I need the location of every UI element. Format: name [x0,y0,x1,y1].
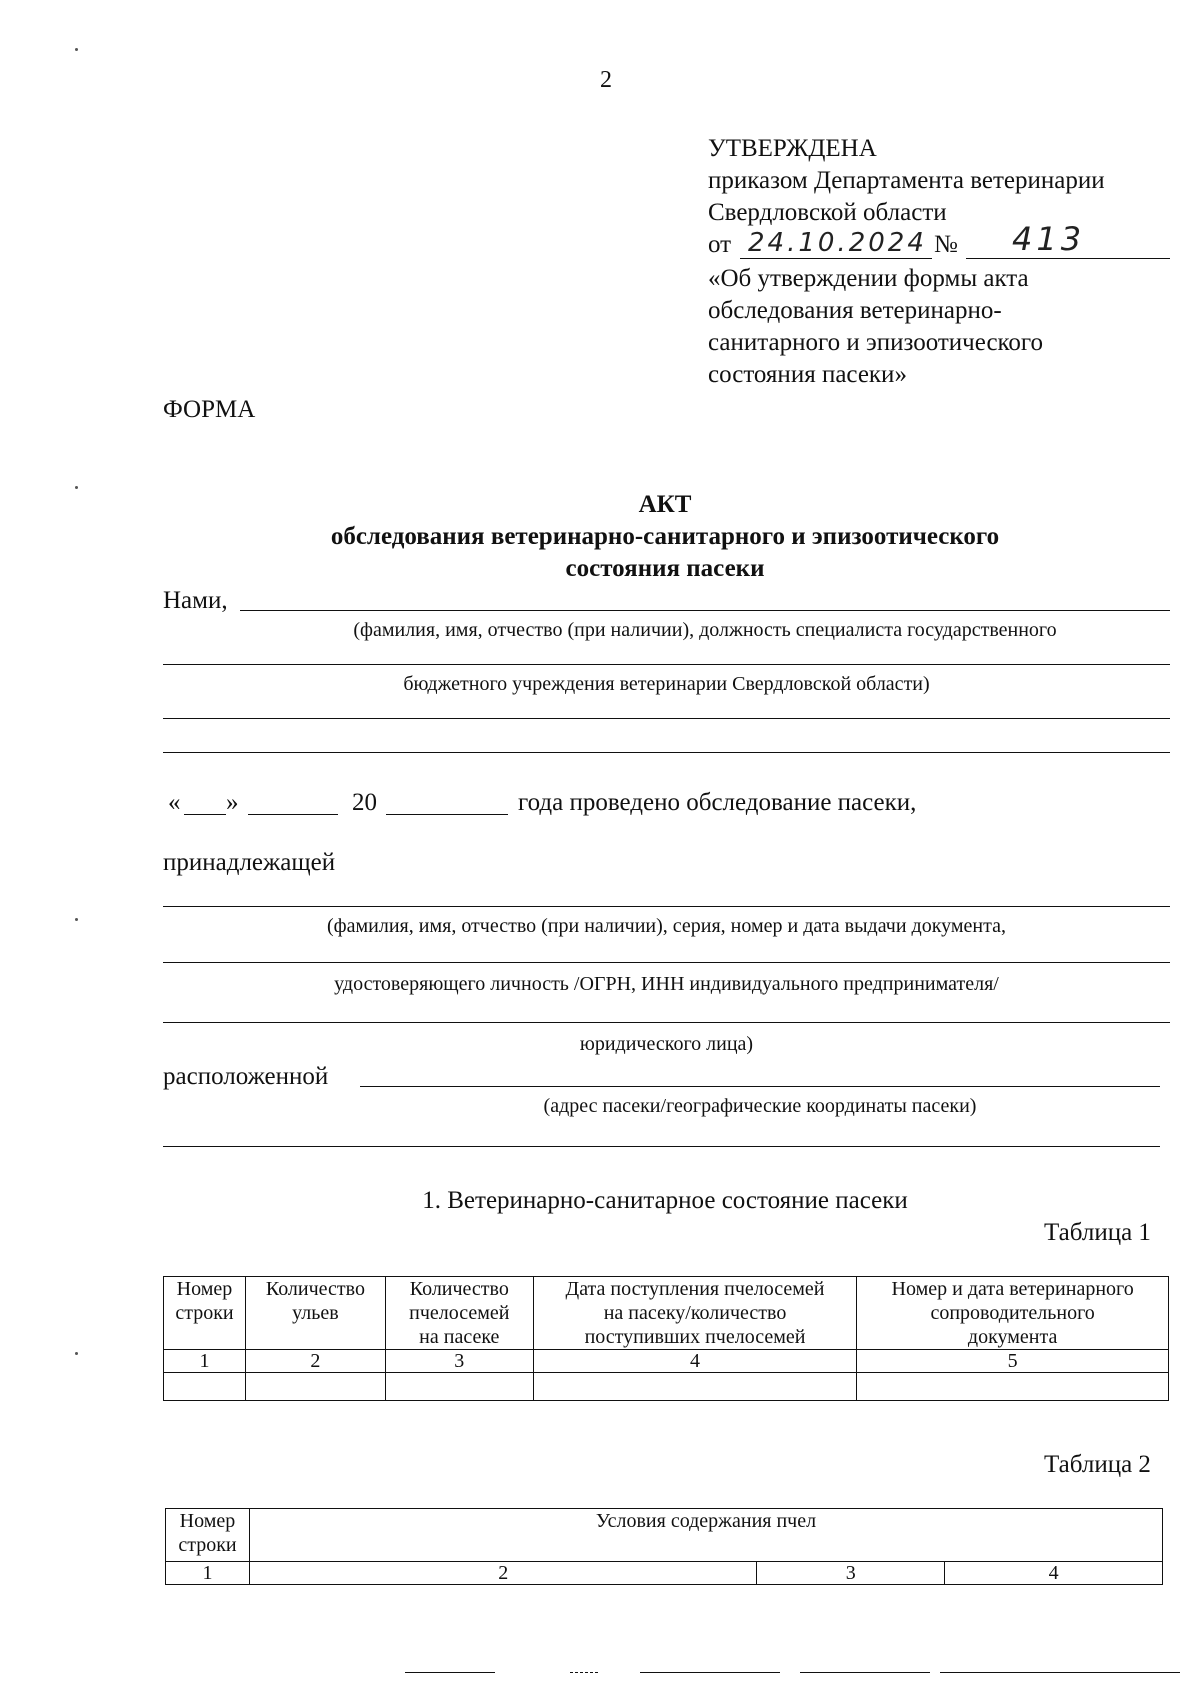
table-1-header-cell [245,1277,385,1350]
table-1-caption: Таблица 1 [1044,1219,1151,1246]
header-text-line: пчелосемей [409,1302,510,1324]
header-text-line: на пасеку/количество [603,1302,787,1324]
approval-line-2: Свердловской области [708,199,947,226]
table-2-header-row [166,1509,1163,1562]
section-1-title: 1. Ветеринарно-санитарное состояние пасеки [422,1187,908,1214]
blank-line-2 [163,752,1170,753]
by-us-line-2 [163,664,1170,665]
header-text-line: поступивших пчелосемей [584,1326,806,1348]
table-1-number-row [164,1350,1169,1373]
table-2-caption: Таблица 2 [1044,1451,1151,1478]
footer-dash [405,1672,495,1673]
page-number: 2 [600,67,612,93]
month-blank [248,814,338,815]
footer-dash [940,1672,1180,1673]
header-text-line: Дата поступления пчелосемей [565,1278,825,1300]
header-text-line: документа [967,1326,1058,1348]
owner-line-3 [163,1022,1170,1023]
column-number-cell: 2 [249,1562,756,1585]
footer-dash [570,1672,598,1673]
by-us-hint-1: (фамилия, имя, отчество (при наличии), должность специалиста государственного [353,619,1057,641]
header-text-line: сопроводительного [930,1302,1095,1324]
table-1-empty-row [164,1373,1169,1401]
by-us-line [240,610,1170,611]
handwritten-number: 413 [1012,220,1086,258]
table-1-header-cell [164,1277,246,1350]
act-title: АКТ [638,491,692,518]
handwritten-date: 24.10.2024 [748,228,927,258]
column-number-cell: 3 [385,1350,533,1373]
scan-speck [75,486,78,489]
owner-line-1 [163,906,1170,907]
table-1-header-cell [857,1277,1169,1350]
owner-hint-1: (фамилия, имя, отчество (при наличии), серия, номер и дата выдачи документа, [327,915,1006,937]
date-line-text: года проведено обследование пасеки, [518,789,917,816]
act-subtitle-2: состояния пасеки [565,555,765,582]
table-2-header-main: Условия содержания пчел [249,1509,1162,1562]
header-text-line: на пасеке [419,1326,500,1348]
column-number-cell: 1 [164,1350,246,1373]
footer-dash [640,1672,780,1673]
table-1-header-cell [533,1277,857,1350]
empty-cell [164,1373,246,1401]
num-underline [966,258,1170,259]
owner-hint-2: удостоверяющего личность /ОГРН, ИНН индивидуального предпринимателя/ [334,973,999,995]
approval-subject-1: «Об утверждении формы акта [708,265,1029,292]
header-text-line: строки [175,1302,234,1324]
header-text-line: Количество [409,1278,509,1300]
column-number-cell: 4 [533,1350,857,1373]
date-underline [740,258,932,259]
empty-cell [385,1373,533,1401]
table-1-header-cell [385,1277,533,1350]
location-label: расположенной [163,1063,329,1090]
column-number-cell: 5 [857,1350,1169,1373]
owner-line-2 [163,962,1170,963]
table-1 [163,1276,1169,1401]
date-open-quote: « [168,789,181,816]
scan-speck [75,48,78,51]
table-1-header-row [164,1277,1169,1350]
table-2 [165,1508,1163,1585]
header-text-line: строки [178,1534,237,1556]
location-line [360,1086,1160,1087]
by-us-label: Нами, [163,587,228,614]
header-text-line: Количество [265,1278,365,1300]
owner-hint-3: юридического лица) [579,1033,754,1055]
approval-subject-4: состояния пасеки» [708,361,907,388]
approval-subject-2: обследования ветеринарно- [708,297,1002,324]
by-us-hint-2: бюджетного учреждения ветеринарии Свердловской области) [403,673,930,695]
approval-num-label: № [934,231,958,258]
footer-dash [800,1672,930,1673]
location-hint: (адрес пасеки/географические координаты пасеки) [543,1095,977,1117]
scan-speck [75,918,78,921]
date-close-quote: » [226,789,239,816]
column-number-cell: 1 [166,1562,250,1585]
day-blank [184,814,226,815]
scan-speck [75,1352,78,1355]
header-text-line: Номер [176,1278,233,1300]
column-number-cell: 4 [945,1562,1163,1585]
header-text-line: Номер и дата ветеринарного [891,1278,1134,1300]
empty-cell [533,1373,857,1401]
act-subtitle-1: обследования ветеринарно-санитарного и эпизоотического [330,523,1000,550]
location-line-2 [163,1146,1160,1147]
empty-cell [245,1373,385,1401]
form-label: ФОРМА [163,396,256,423]
year-blank [386,814,508,815]
column-number-cell: 2 [245,1350,385,1373]
owner-label: принадлежащей [163,849,336,876]
header-text-line: Номер [179,1510,236,1532]
year-prefix: 20 [352,789,377,816]
header-text-line: ульев [292,1302,339,1324]
approval-from-label: от [708,231,732,258]
table-2-header-cell [166,1509,250,1562]
approval-subject-3: санитарного и эпизоотического [708,329,1044,356]
empty-cell [857,1373,1169,1401]
column-number-cell: 3 [757,1562,945,1585]
table-2-number-row [166,1562,1163,1585]
blank-line-1 [163,718,1170,719]
approval-title: УТВЕРЖДЕНА [708,135,877,162]
approval-line-1: приказом Департамента ветеринарии [708,167,1105,194]
